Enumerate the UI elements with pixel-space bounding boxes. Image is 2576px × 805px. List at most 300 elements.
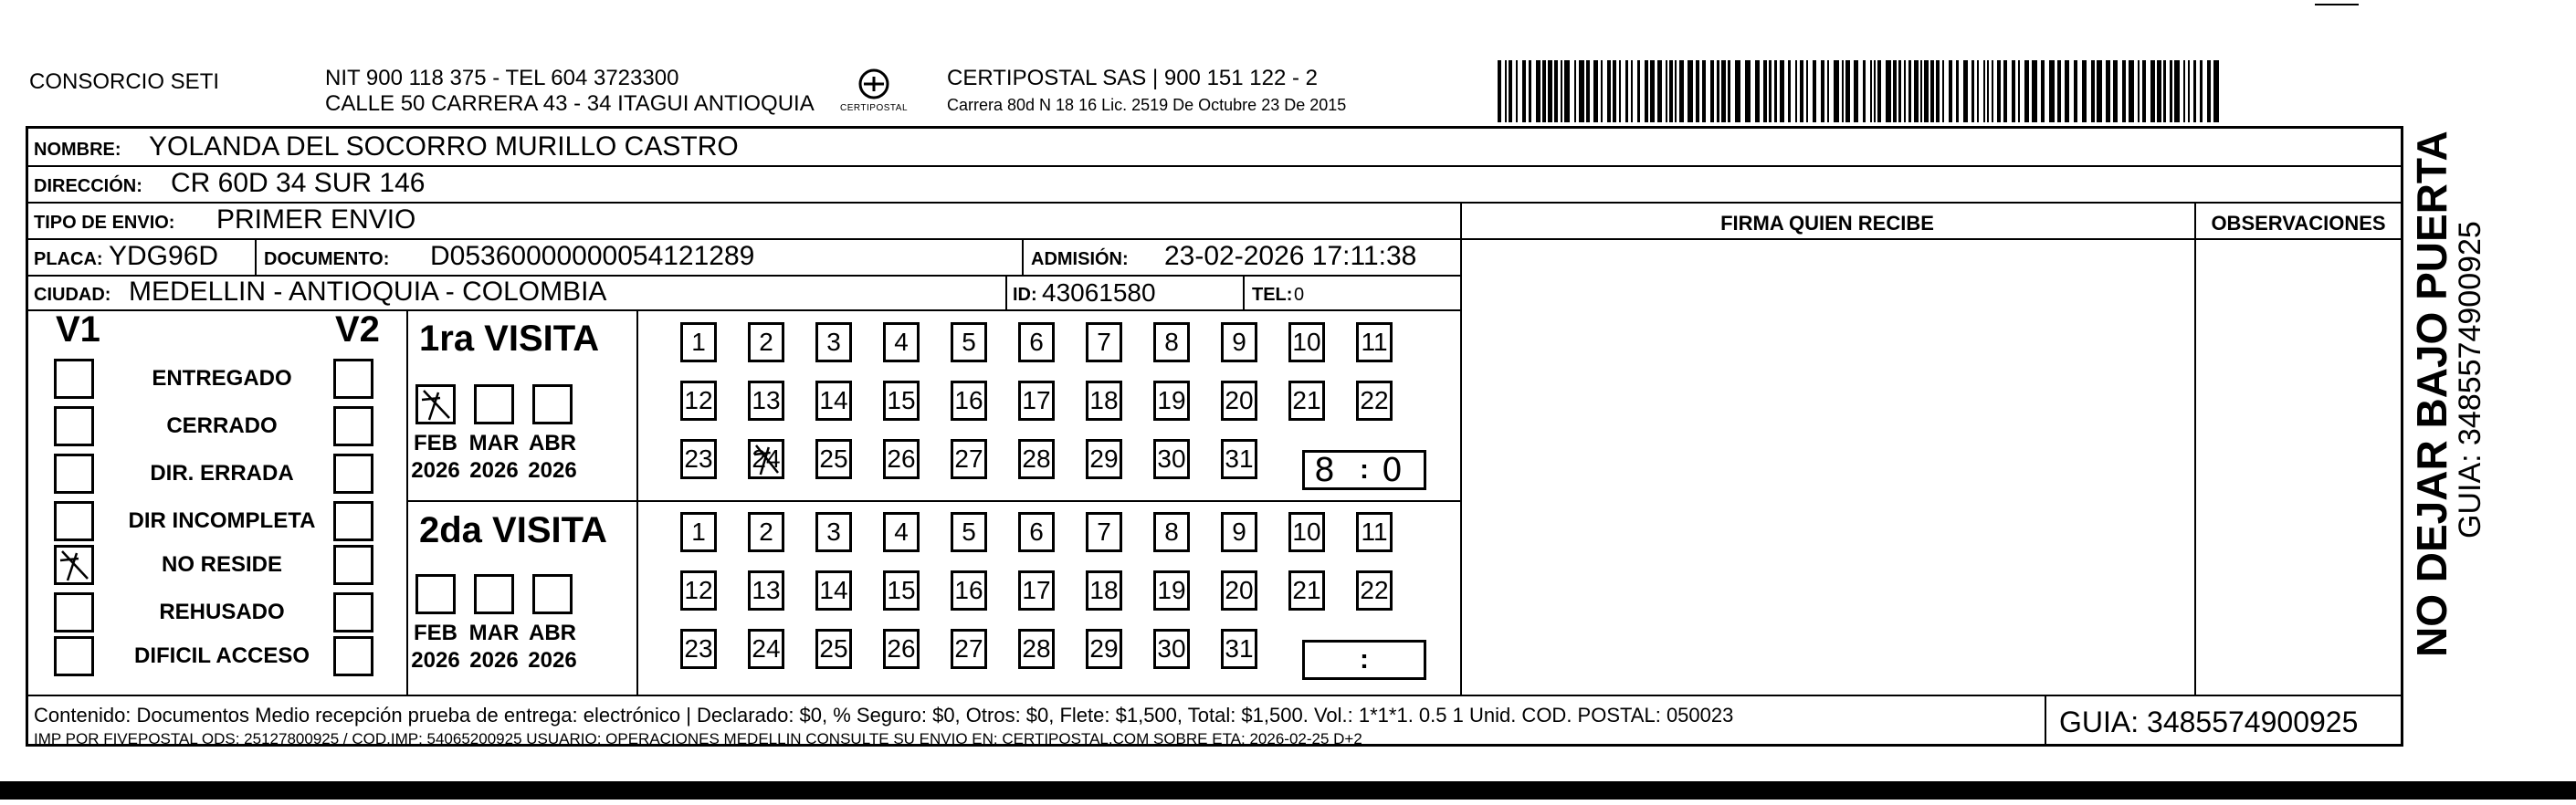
barcode-bar [1992,60,1993,122]
day-box[interactable] [883,439,920,479]
barcode-bar [1625,60,1628,122]
month-year: 2026 [528,458,577,483]
day-box[interactable] [748,322,784,362]
day-box[interactable] [883,629,920,669]
barcode-bar [1637,60,1640,122]
v1-checkbox[interactable] [54,406,94,446]
barcode-bar [2170,60,2172,122]
ciudad-value: MEDELLIN - ANTIOQUIA - COLOMBIA [129,277,607,307]
day-number: 7 [1097,518,1111,546]
col-divider [1005,275,1007,309]
barcode-bar [1516,60,1518,122]
barcode-bar [1645,60,1648,122]
col-divider [1243,275,1245,309]
v2-checkbox[interactable] [333,406,373,446]
barcode-bar [1505,60,1507,122]
barcode-bar [1788,60,1791,122]
direccion-label: DIRECCIÓN: [34,176,142,196]
day-number: 8 [1164,518,1179,546]
barcode-bar [1601,60,1603,122]
barcode-bar [1842,60,1844,122]
visit1-time-box[interactable] [1302,450,1426,490]
day-number: 1 [691,518,706,546]
day-box[interactable] [1153,570,1190,611]
barcode-bar [2122,60,2126,122]
month-label [523,620,582,674]
barcode-bar [2183,60,2185,122]
barcode-bar [1914,60,1919,122]
v2-checkbox[interactable] [333,592,373,632]
day-number: 12 [684,386,713,414]
v2-checkbox[interactable] [333,454,373,494]
month-name: MAR [468,621,520,645]
barcode-bar [2113,60,2118,122]
day-number: 16 [954,386,983,414]
carrier-line: CERTIPOSTAL SAS | 900 151 122 - 2 [947,66,1318,90]
status-label: NO RESIDE [161,552,283,577]
day-number: 3 [826,518,841,546]
v1-checkbox[interactable] [54,359,94,399]
month-checkbox[interactable] [532,574,573,614]
visit1-time-hour: 8 [1314,452,1335,489]
barcode-bar [1593,60,1598,122]
barcode-bar [2003,60,2007,122]
day-number: 11 [1361,328,1388,356]
day-number: 31 [1225,444,1254,473]
id-value: 43061580 [1042,278,1156,307]
day-number: 3 [826,328,841,356]
col-divider [1022,238,1024,275]
bottom-edge [0,781,2576,800]
month-label [406,620,465,674]
day-number: 26 [887,634,916,663]
day-number: 7 [1097,328,1111,356]
day-number: 6 [1029,518,1044,546]
barcode-bar [1893,60,1897,122]
day-number: 14 [819,576,848,604]
day-number: 15 [887,386,916,414]
day-number: 11 [1361,518,1388,546]
day-number: 19 [1157,576,1186,604]
day-number: 9 [1232,328,1246,356]
barcode-bar [1886,60,1891,122]
month-name: FEB [414,621,457,645]
barcode-bar [1613,60,1616,122]
visit1-title: 1ra VISITA [419,319,600,359]
status-label: DIR. ERRADA [150,461,294,486]
day-number: 30 [1157,634,1186,663]
barcode-bar [2157,60,2161,122]
barcode-bar [1650,60,1655,122]
barcode-bar [1936,60,1940,122]
row-divider [28,165,2401,167]
day-number: 1 [691,328,706,356]
barcode-bar [2207,60,2211,122]
barcode-bar [1607,60,1611,122]
barcode-bar [1619,60,1621,122]
barcode-bar [1564,60,1570,122]
day-box[interactable] [951,439,987,479]
barcode-bar [1542,60,1546,122]
admision-value: 23-02-2026 17:11:38 [1164,241,1417,271]
barcode-bar [1657,60,1662,122]
day-number: 10 [1292,328,1321,356]
status-label: DIFICIL ACCESO [133,643,310,668]
nombre-label: NOMBRE: [34,140,121,160]
month-label [406,430,465,485]
barcode-bar [2012,60,2015,122]
barcode-bar [1845,60,1850,122]
day-box[interactable] [815,512,852,552]
barcode-bar [2174,60,2180,122]
footer-print-info: IMP POR FIVEPOSTAL ODS: 25127800925 / COD.IMP: 54065200925 USUARIO: OPERACIONES MEDELLIN CONSULTE SU ENVIO EN: CERTIPOSTAL.COM SOBRE ETA: 2026-02-25 D+2 [34,730,1362,748]
day-box[interactable] [748,629,784,669]
day-box[interactable] [883,322,920,362]
barcode-bar [1728,60,1730,122]
barcode-bar [1800,60,1803,122]
day-box[interactable] [1221,381,1257,421]
day-box[interactable] [1153,512,1190,552]
barcode-bar [1769,60,1772,122]
nombre-value: YOLANDA DEL SOCORRO MURILLO CASTRO [149,131,739,162]
ciudad-label: CIUDAD: [34,285,111,305]
barcode-bar [2041,60,2045,122]
day-box[interactable] [1018,439,1055,479]
barcode-bar [2163,60,2166,122]
v1-header: V1 [56,309,100,350]
footer-guia: GUIA: 3485574900925 [2059,706,2359,738]
day-number: 18 [1089,576,1119,604]
placa-value: YDG96D [109,241,219,271]
day-box[interactable] [951,322,987,362]
day-box[interactable] [1356,570,1393,611]
status-label: ENTREGADO [152,366,292,391]
barcode-bar [2091,60,2095,122]
barcode-bar [2193,60,2196,122]
month-checkbox[interactable] [474,384,514,424]
day-number: 25 [819,444,848,473]
day-box[interactable] [883,381,920,421]
barcode [1498,60,2228,122]
barcode-bar [1863,60,1866,122]
v1-checkbox[interactable] [54,545,94,585]
month-checkbox[interactable] [532,384,573,424]
day-box[interactable] [815,570,852,611]
day-box[interactable] [1153,381,1190,421]
day-box[interactable] [680,570,717,611]
barcode-bar [1675,60,1677,122]
month-year: 2026 [411,648,460,673]
barcode-bar [2097,60,2102,122]
day-box[interactable] [1288,381,1325,421]
day-number: 15 [887,576,916,604]
footer-contents: Contenido: Documentos Medio recepción prueba de entrega: electrónico | Declarado: $0, % Seguro: $0, Otros: $0, Flete: $1,500, Total: $1,500. Vol.: 1*1*1. 0.5 1 Unid. COD. POSTAL: 050023 [34,704,1734,727]
month-year: 2026 [411,458,460,483]
barcode-bar [1983,60,1985,122]
day-box[interactable] [1153,322,1190,362]
barcode-bar [1522,60,1526,122]
day-box[interactable] [815,629,852,669]
barcode-bar [1536,60,1540,122]
documento-value: D05360000000054121289 [430,241,755,271]
day-number: 22 [1360,386,1389,414]
month-year: 2026 [469,648,519,673]
barcode-bar [2032,60,2037,122]
day-number: 9 [1232,518,1246,546]
day-box[interactable] [815,381,852,421]
barcode-bar [1763,60,1767,122]
documento-label: DOCUMENTO: [264,249,390,269]
shipping-form [26,126,2403,747]
barcode-bar [1498,60,1501,122]
month-name: ABR [529,621,576,645]
day-box[interactable] [951,570,987,611]
visit2-title: 2da VISITA [419,510,607,550]
nit-line: NIT 900 118 375 - TEL 604 3723300 [325,66,679,90]
barcode-bar [1971,60,1974,122]
day-number: 13 [752,576,781,604]
barcode-bar [2106,60,2110,122]
barcode-bar [1509,60,1512,122]
day-number: 28 [1022,634,1051,663]
day-box[interactable] [883,512,920,552]
handwritten-check-icon [418,387,455,423]
day-box[interactable] [1356,381,1393,421]
company-name: CONSORCIO SETI [29,69,220,94]
barcode-bar [1942,60,1944,122]
day-box[interactable] [1018,629,1055,669]
day-box[interactable] [951,512,987,552]
day-box[interactable] [1086,629,1122,669]
id-label: ID: [1013,285,1037,305]
day-box[interactable] [1221,322,1257,362]
col-divider [1460,202,1462,695]
month-name: MAR [468,431,520,455]
day-number: 16 [954,576,983,604]
day-box[interactable] [951,629,987,669]
row-divider [28,238,1460,240]
col-divider [2194,202,2196,695]
barcode-bar [1586,60,1590,122]
day-box[interactable] [1288,322,1325,362]
v2-checkbox[interactable] [333,501,373,541]
barcode-bar [1795,60,1797,122]
day-box[interactable] [748,381,784,421]
barcode-bar [1874,60,1876,122]
barcode-bar [1806,60,1808,122]
day-box[interactable] [883,570,920,611]
day-box[interactable] [815,322,852,362]
row-divider [28,309,1460,311]
day-number: 28 [1022,444,1051,473]
v1-checkbox[interactable] [54,592,94,632]
barcode-bar [2150,60,2155,122]
day-number: 20 [1225,386,1254,414]
v1-checkbox[interactable] [54,636,94,676]
barcode-bar [1920,60,1922,122]
month-year: 2026 [469,458,519,483]
barcode-bar [1780,60,1784,122]
barcode-bar [1574,60,1576,122]
barcode-bar [1688,60,1693,122]
side-guia: GUIA: 3485574900925 [2453,221,2487,538]
barcode-bar [1997,60,2001,122]
day-number: 2 [759,518,773,546]
day-box[interactable] [680,629,717,669]
visit2-time-box[interactable] [1302,640,1426,680]
barcode-bar [1710,60,1714,122]
barcode-bar [1930,60,1934,122]
day-number: 24 [752,634,781,663]
v1-checkbox[interactable] [54,501,94,541]
barcode-bar [2188,60,2190,122]
tipo-envio-value: PRIMER ENVIO [216,204,416,235]
day-box[interactable] [1086,322,1122,362]
day-box[interactable] [1221,629,1257,669]
tipo-envio-label: TIPO DE ENVIO: [34,213,175,233]
day-box[interactable] [748,439,784,479]
day-box[interactable] [1018,570,1055,611]
v2-header: V2 [335,309,380,350]
observaciones-header: OBSERVACIONES [2211,212,2386,235]
day-box[interactable] [1018,381,1055,421]
day-number: 29 [1089,444,1119,473]
day-number: 5 [962,518,976,546]
day-box[interactable] [680,512,717,552]
barcode-bar [1877,60,1881,122]
day-number: 17 [1022,576,1051,604]
day-number: 12 [684,576,713,604]
license-line: Carrera 80d N 18 16 Lic. 2519 De Octubre 23 De 2015 [947,96,1347,114]
month-name: FEB [414,431,457,455]
placa-label: PLACA: [34,249,103,269]
barcode-bar [2082,60,2087,122]
barcode-bar [2018,60,2020,122]
barcode-bar [2129,60,2134,122]
day-number: 24 [752,444,781,473]
barcode-bar [1679,60,1684,122]
month-checkbox[interactable] [474,574,514,614]
day-box[interactable] [1018,322,1055,362]
day-box[interactable] [1086,439,1122,479]
day-box[interactable] [1086,570,1122,611]
month-label [465,430,523,485]
day-number: 21 [1292,576,1321,604]
day-number: 4 [894,518,909,546]
barcode-bar [1717,60,1719,122]
day-box[interactable] [748,570,784,611]
day-box[interactable] [1018,512,1055,552]
barcode-bar [1702,60,1706,122]
day-number: 2 [759,328,773,356]
day-box[interactable] [815,439,852,479]
tel-label: TEL: [1252,285,1293,305]
barcode-bar [1963,60,1968,122]
row-divider [28,202,2401,204]
barcode-bar [2200,60,2203,122]
visit1-time-sep: : [1360,455,1369,485]
barcode-bar [2049,60,2055,122]
barcode-bar [1949,60,1952,122]
day-box[interactable] [680,322,717,362]
month-checkbox[interactable] [415,574,456,614]
day-box[interactable] [1153,629,1190,669]
day-box[interactable] [1086,512,1122,552]
col-divider [636,309,638,695]
day-box[interactable] [1356,322,1393,362]
day-box[interactable] [1288,512,1325,552]
day-box[interactable] [680,381,717,421]
month-name: ABR [529,431,576,455]
row-divider [1460,238,2401,240]
day-box[interactable] [1221,570,1257,611]
day-number: 31 [1225,634,1254,663]
day-box[interactable] [1153,439,1190,479]
status-label: REHUSADO [159,600,285,624]
barcode-bar [2057,60,2061,122]
barcode-bar [1721,60,1726,122]
barcode-bar [1827,60,1829,122]
barcode-bar [1696,60,1699,122]
barcode-bar [1735,60,1740,122]
month-label [465,620,523,674]
certipostal-logo [833,66,915,120]
day-box[interactable] [1356,512,1393,552]
barcode-bar [1854,60,1858,122]
address-line: CALLE 50 CARRERA 43 - 34 ITAGUI ANTIOQUIA [325,91,815,116]
day-box[interactable] [1221,512,1257,552]
v2-checkbox[interactable] [333,636,373,676]
day-number: 14 [819,386,848,414]
day-number: 26 [887,444,916,473]
v2-checkbox[interactable] [333,359,373,399]
day-box[interactable] [748,512,784,552]
col-divider [2045,695,2046,744]
direccion-value: CR 60D 34 SUR 146 [171,168,426,198]
barcode-bar [2024,60,2029,122]
day-number: 27 [954,634,983,663]
v1-checkbox[interactable] [54,454,94,494]
day-number: 23 [684,634,713,663]
day-number: 18 [1089,386,1119,414]
barcode-bar [1898,60,1901,122]
v2-checkbox[interactable] [333,545,373,585]
month-label [523,430,582,485]
tel-value: 0 [1294,285,1305,305]
day-box[interactable] [1221,439,1257,479]
barcode-bar [2065,60,2069,122]
day-box[interactable] [680,439,717,479]
day-number: 29 [1089,634,1119,663]
month-checkbox[interactable] [415,384,456,424]
day-number: 30 [1157,444,1186,473]
day-box[interactable] [951,381,987,421]
day-number: 23 [684,444,713,473]
visit1-time-min: 0 [1382,452,1403,489]
day-box[interactable] [1086,381,1122,421]
barcode-bar [1870,60,1872,122]
barcode-bar [1924,60,1929,122]
barcode-bar [2138,60,2140,122]
barcode-bar [1774,60,1777,122]
day-number: 13 [752,386,781,414]
corner-mark [2315,4,2359,5]
day-box[interactable] [1288,570,1325,611]
barcode-bar [1956,60,1959,122]
barcode-bar [1669,60,1673,122]
barcode-bar [1745,60,1751,122]
barcode-bar [1834,60,1839,122]
